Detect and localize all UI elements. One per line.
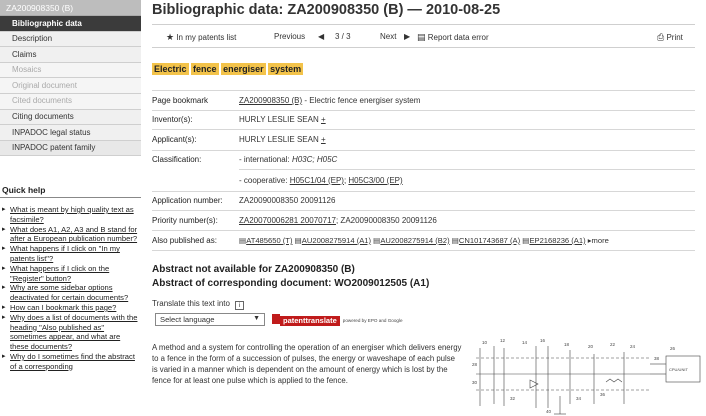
printer-icon: ⎙ xyxy=(657,32,665,42)
cpc-link[interactable]: H05C1/04 (EP) xyxy=(289,176,344,185)
document-icon: ▤ xyxy=(294,236,302,245)
bookmark-value xyxy=(239,96,420,105)
drawing-label: 34 xyxy=(576,396,582,401)
abstract-corresponding-heading: Abstract of corresponding document: WO2009012505 (A1) xyxy=(152,278,430,289)
divider xyxy=(152,210,695,211)
patenttranslate-mark-icon xyxy=(272,314,280,324)
divider xyxy=(152,129,695,130)
application-number-value: ZA20090008350 20091126 xyxy=(239,196,336,205)
drawing-label: 18 xyxy=(564,342,570,347)
quick-help-link[interactable]: ▸ What happens if I click on the "Register" button? xyxy=(2,264,138,284)
priority-number-label: Priority number(s): xyxy=(152,216,218,225)
dropdown-arrow-icon: ▼ xyxy=(253,315,260,322)
drawing-label: 28 xyxy=(472,362,478,367)
quick-help-link[interactable]: ▸ What happens if I click on "In my patents list"? xyxy=(2,244,138,264)
title-word: Electric xyxy=(154,64,187,74)
drawing-label: 40 xyxy=(546,409,552,414)
priority-number-value xyxy=(239,216,437,225)
classification-international-value: H03C; H05C xyxy=(291,155,338,164)
bookmark-link[interactable]: ZA200908350 (B) xyxy=(239,96,303,105)
bookmark-title: - Electric fence energiser system xyxy=(302,96,421,105)
also-published-link[interactable]: AU2008275914 (B2) xyxy=(380,236,450,245)
language-select-value: Select language xyxy=(160,315,215,324)
sidebar-item-claims[interactable]: Claims xyxy=(0,47,141,63)
also-published-link[interactable]: AU2008275914 (A1) xyxy=(301,236,372,245)
title-word: fence xyxy=(193,64,217,74)
sidebar xyxy=(0,0,141,416)
inventor-label: Inventor(s): xyxy=(152,115,193,124)
more-link[interactable]: more xyxy=(591,236,609,245)
inventor-name: HURLY LESLIE SEAN xyxy=(239,115,319,124)
sidebar-item-cited-documents: Cited documents xyxy=(0,94,141,110)
classification-cooperative-label: - cooperative: xyxy=(239,176,288,185)
previous-button[interactable]: Previous xyxy=(274,32,306,41)
patenttranslate-powered-by: powered by EPO and Google xyxy=(342,318,403,323)
quick-help-link[interactable]: ▸ Why are some sidebar options deactivated for certain documents? xyxy=(2,283,138,303)
quick-help-link[interactable]: ▸ Why do I sometimes find the abstract of a corresponding xyxy=(2,352,138,372)
drawing-label: 14 xyxy=(522,340,528,345)
drawing-label: 10 xyxy=(482,340,488,345)
more-arrow-icon: ▸ xyxy=(587,236,592,245)
drawing-label: 22 xyxy=(610,342,616,347)
classification-international xyxy=(239,155,337,164)
drawing-label: 20 xyxy=(588,344,594,349)
next-arrow-icon[interactable]: ▶ xyxy=(404,32,411,41)
application-number-label: Application number: xyxy=(152,196,223,205)
divider xyxy=(152,230,695,231)
document-icon: ▤ xyxy=(451,236,459,245)
info-icon[interactable]: i xyxy=(235,301,244,310)
classification-international-label: - international: xyxy=(239,155,290,164)
abstract-not-available: Abstract not available for ZA200908350 (B) xyxy=(152,264,355,275)
classification-label: Classification: xyxy=(152,155,202,164)
divider xyxy=(152,90,695,91)
sidebar-item-bibliographic-data[interactable]: Bibliographic data xyxy=(0,16,141,32)
cpc-link[interactable]: H05C3/00 (EP) xyxy=(348,176,403,185)
drawing-label: 26 xyxy=(670,346,676,351)
title-word: system xyxy=(270,64,302,74)
sidebar-item-mosaics: Mosaics xyxy=(0,63,141,79)
quick-help-list xyxy=(2,205,138,372)
sidebar-doc-id: ZA200908350 (B) xyxy=(0,0,141,16)
abstract-text: A method and a system for controlling the operation of an energiser which delivers energy to a fence in the form of a succession of pulses, the energy or waveshape of each pulse is varied in a manner which is dependent on the amount of energy which is lost by the fence for at least one pulse which is applied to the fence. xyxy=(152,343,462,385)
report-data-error-button[interactable] xyxy=(417,32,489,43)
translate-label xyxy=(152,299,244,310)
page-title: Bibliographic data: ZA200908350 (B) — 2010-08-25 xyxy=(152,2,501,18)
document-icon: ▤ xyxy=(522,236,530,245)
drawing-label: 16 xyxy=(540,338,546,343)
document-icon: ▤ xyxy=(239,236,247,245)
cpc-separator: ; xyxy=(343,176,349,185)
also-published-list xyxy=(239,236,609,245)
divider xyxy=(239,169,695,170)
drawing-label: 36 xyxy=(600,392,606,397)
sidebar-item-inpadoc-patent-family[interactable]: INPADOC patent family xyxy=(0,141,141,157)
report-data-error-label: Report data error xyxy=(427,33,489,42)
sidebar-item-citing-documents[interactable]: Citing documents xyxy=(0,110,141,126)
also-published-link[interactable]: CN101743687 (A) xyxy=(458,236,521,245)
applicant-name: HURLY LESLIE SEAN xyxy=(239,135,319,144)
also-published-link[interactable]: AT485650 (T) xyxy=(246,236,293,245)
inventor-value xyxy=(239,115,326,124)
classification-cooperative xyxy=(239,176,403,185)
quick-help-divider xyxy=(0,197,141,198)
drawing-label: 12 xyxy=(500,338,506,343)
patenttranslate-logo[interactable] xyxy=(272,314,403,325)
document-title xyxy=(152,64,303,74)
sidebar-item-inpadoc-legal-status[interactable]: INPADOC legal status xyxy=(0,125,141,141)
my-patents-list-label: In my patents list xyxy=(176,33,237,42)
inventor-expand-link[interactable]: + xyxy=(320,115,326,124)
drawing-label: 32 xyxy=(510,396,516,401)
title-word: energiser xyxy=(223,64,264,74)
main-content xyxy=(152,0,706,416)
print-button[interactable] xyxy=(657,32,683,43)
drawing-label: 30 xyxy=(472,380,478,385)
language-select[interactable] xyxy=(155,313,265,326)
applicant-label: Applicant(s): xyxy=(152,135,197,144)
drawing-label: 24 xyxy=(630,344,636,349)
quick-help-link[interactable]: ▸ What does A1, A2, A3 and B stand for after a European publication number? xyxy=(2,225,138,245)
previous-arrow-icon[interactable]: ◀ xyxy=(318,32,325,41)
document-icon: ▤ xyxy=(373,236,381,245)
drawing-label: 38 xyxy=(654,356,660,361)
divider xyxy=(152,191,695,192)
report-icon: ▤ xyxy=(417,32,426,42)
applicant-expand-link[interactable]: + xyxy=(320,135,326,144)
quick-help-link[interactable]: ▸ Why does a list of documents with the heading "Also published as" sometimes appear, and what are these documents? xyxy=(2,313,138,352)
priority-second: ; ZA20090008350 20091126 xyxy=(335,216,437,225)
drawing-box-label: CPU/UNIT xyxy=(669,367,688,372)
next-button[interactable]: Next xyxy=(380,32,397,41)
toolbar xyxy=(152,24,695,48)
divider xyxy=(152,150,695,151)
priority-link[interactable]: ZA20070006281 20070717 xyxy=(239,216,336,225)
divider xyxy=(152,250,695,251)
sidebar-item-original-document: Original document xyxy=(0,78,141,94)
patent-drawing xyxy=(470,334,706,416)
quick-help-link[interactable]: ▸ How can I bookmark this page? xyxy=(2,303,138,313)
also-published-label: Also published as: xyxy=(152,236,217,245)
star-icon: ★ xyxy=(166,32,175,42)
pager-count: 3 / 3 xyxy=(335,32,351,41)
patenttranslate-brand: patenttranslate xyxy=(280,316,340,326)
sidebar-item-description[interactable]: Description xyxy=(0,32,141,48)
my-patents-list-button[interactable] xyxy=(166,32,236,43)
divider xyxy=(152,110,695,111)
print-label: Print xyxy=(666,33,683,42)
also-published-link[interactable]: EP2168236 (A1) xyxy=(529,236,586,245)
bookmark-label: Page bookmark xyxy=(152,96,209,105)
translate-label-text: Translate this text into xyxy=(152,299,230,308)
applicant-value xyxy=(239,135,326,144)
sidebar-nav xyxy=(0,16,141,156)
quick-help-link[interactable]: ▸ What is meant by high quality text as facsimile? xyxy=(2,205,138,225)
quick-help-title: Quick help xyxy=(2,185,46,195)
